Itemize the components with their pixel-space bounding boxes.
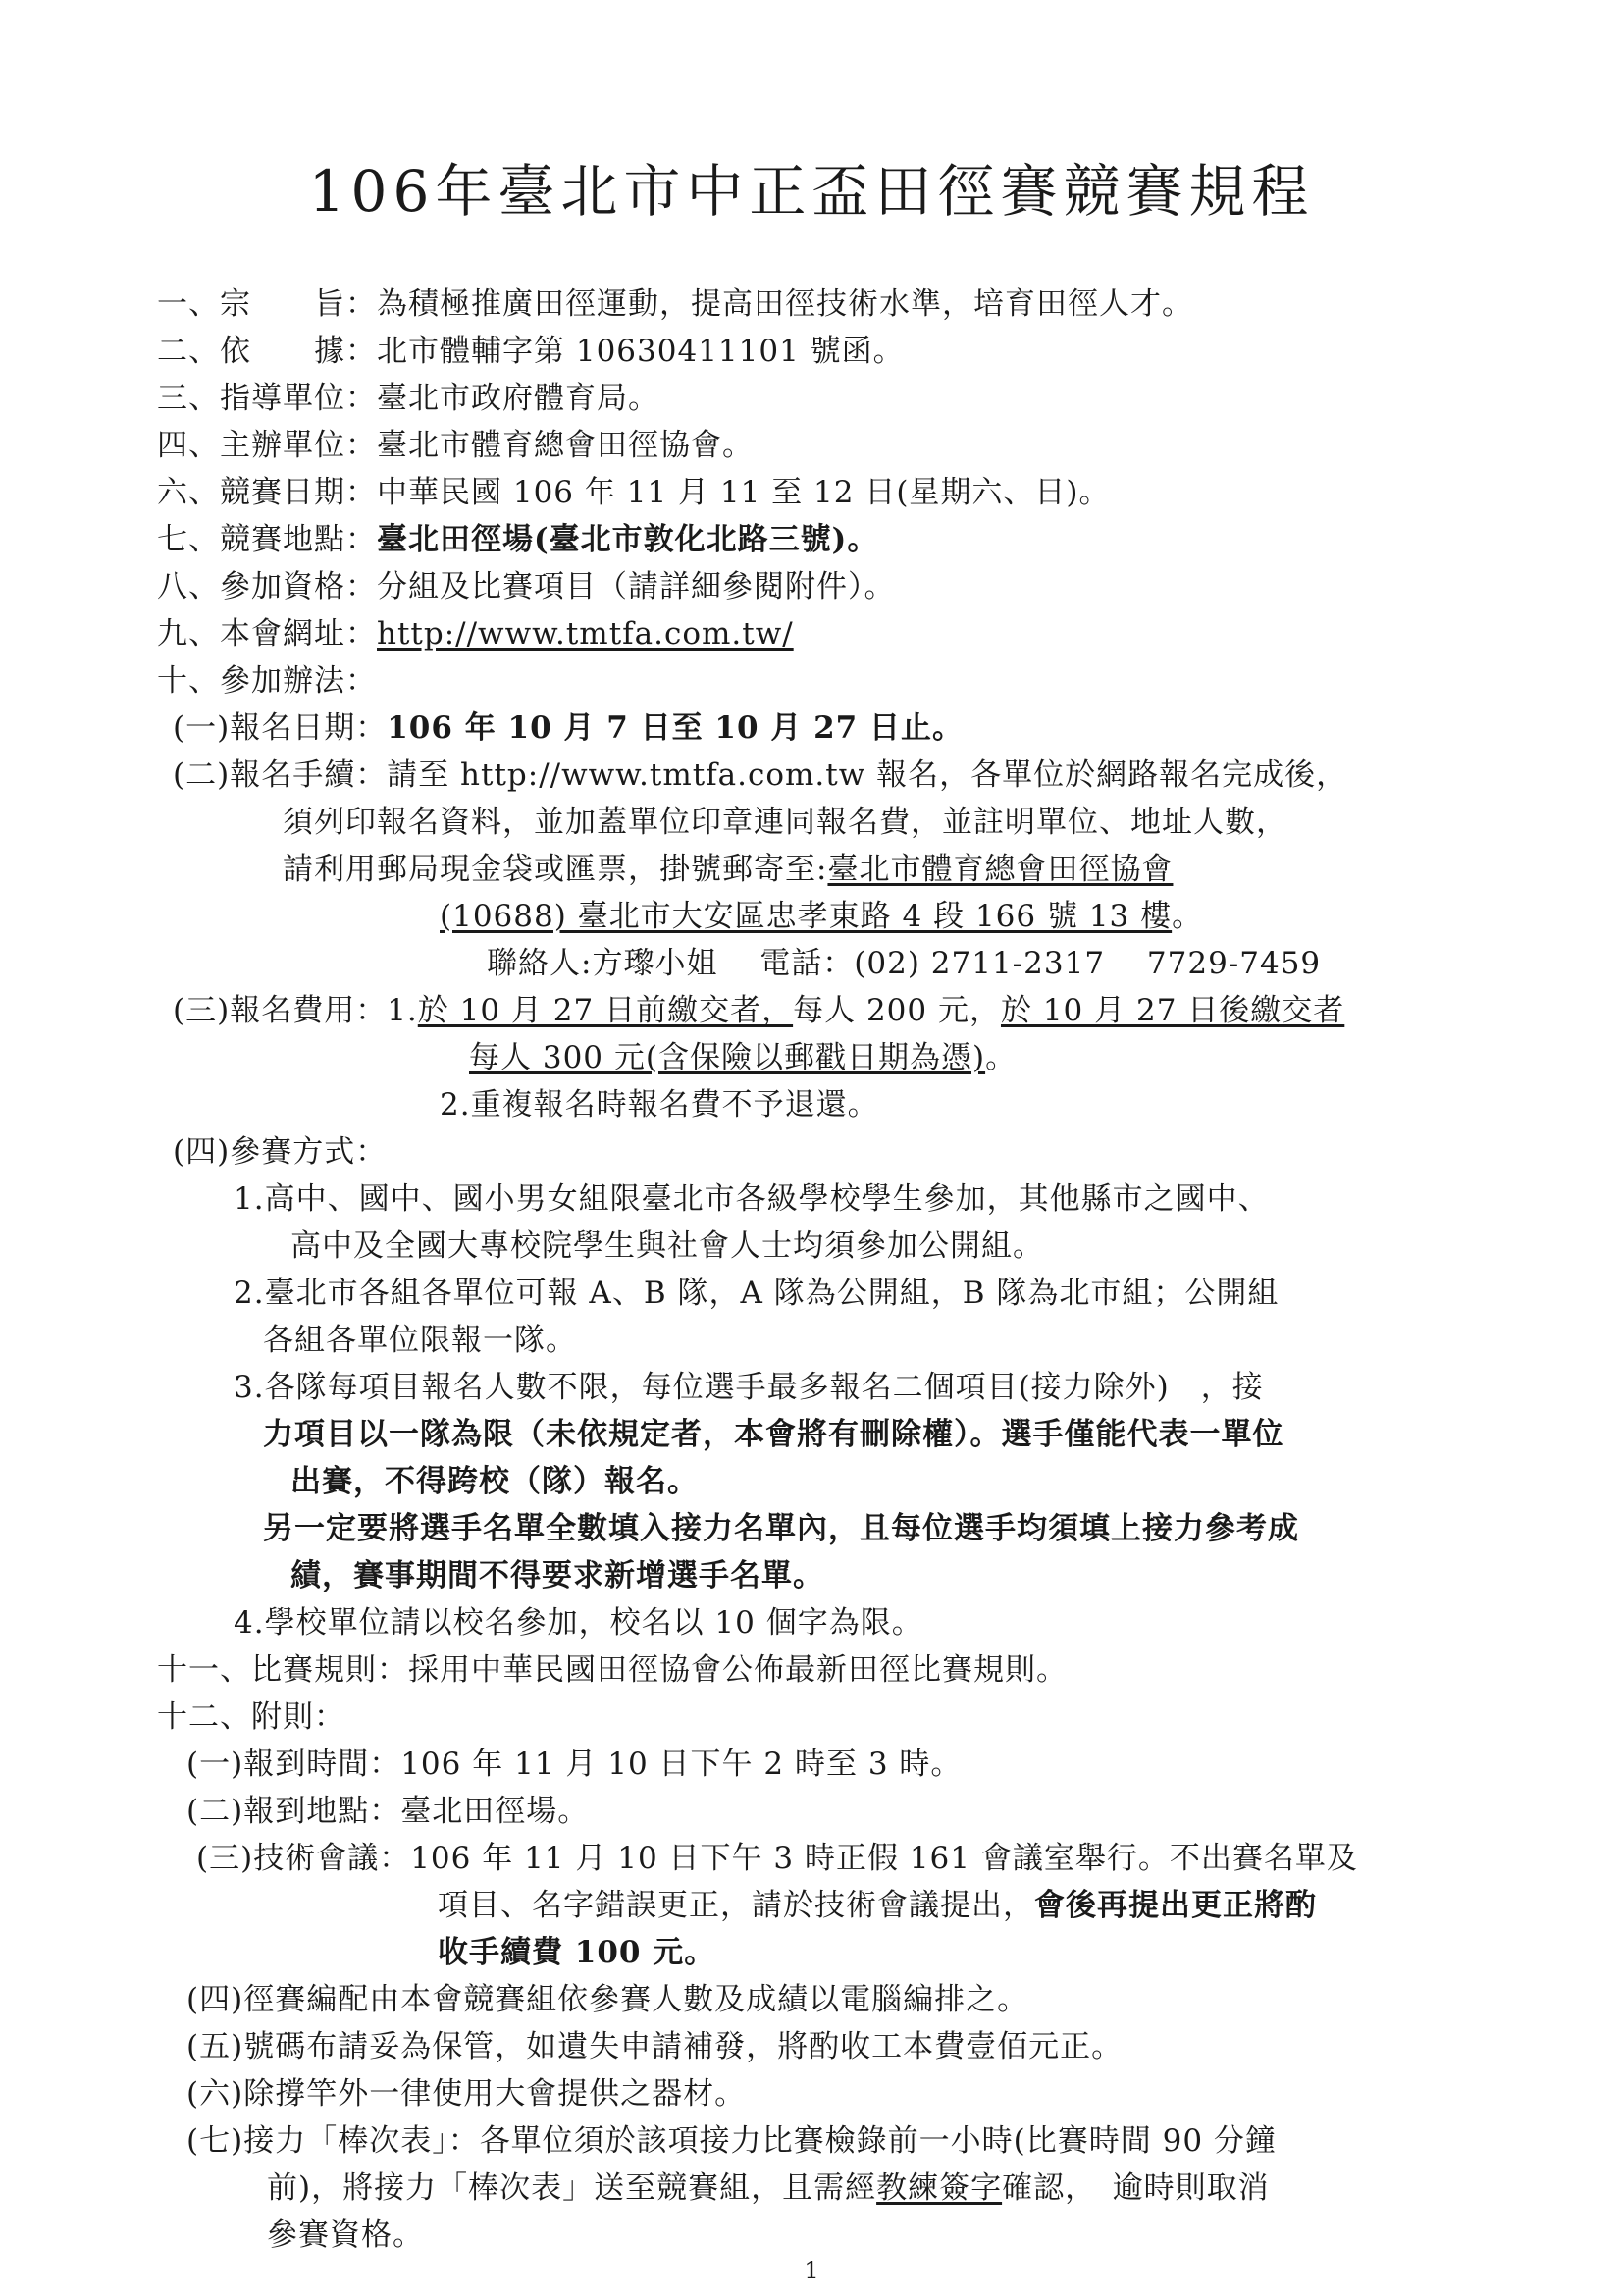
section-text: 採用中華民國田徑協會公佈最新田徑比賽規則。 <box>408 1652 1068 1688</box>
website-link[interactable]: http://www.tmtfa.com.tw/ <box>377 616 794 652</box>
registration-fee-refund: 2.重複報名時報名費不予退還。 <box>440 1087 879 1122</box>
participation-item: 出賽，不得跨校（隊）報名。 <box>290 1464 699 1499</box>
participation-item: 高中及全國大專校院學生與社會人士均須參加公開組。 <box>290 1228 1044 1264</box>
registration-address: (10688) 臺北市大安區忠孝東路 4 段 166 號 13 樓。 <box>440 899 1204 934</box>
section-label: 二、依 據： <box>157 334 377 369</box>
section-label: 六、競賽日期： <box>157 475 377 510</box>
section-date <box>157 473 1111 512</box>
section-label: 七、競賽地點： <box>157 522 377 557</box>
appendix-checkin-time: (一)報到時間：106 年 11 月 10 日下午 2 時至 3 時。 <box>186 1747 963 1782</box>
section-basis <box>157 332 905 371</box>
participation-item: 各組各單位限報一隊。 <box>263 1323 577 1358</box>
section-text: 分組及比賽項目（請詳細參閱附件）。 <box>377 569 896 604</box>
appendix-item: (六)除撐竿外一律使用大會提供之器材。 <box>186 2076 747 2112</box>
appendix-item: (五)號碼布請妥為保管，如遺失申請補發，將酌收工本費壹佰元正。 <box>186 2029 1124 2064</box>
page-number: 1 <box>804 2257 819 2284</box>
appendix-tech-meeting-line: 收手續費 100 元。 <box>438 1935 716 1970</box>
section-venue <box>157 520 878 559</box>
section-organizer <box>157 426 754 465</box>
section-text: 為積極推廣田徑運動，提高田徑技術水準，培育田徑人才。 <box>377 287 1193 322</box>
participation-item: 績，賽事期間不得要求新增選手名單。 <box>290 1558 824 1593</box>
document-title: 106年臺北市中正盃田徑賽競賽規程 <box>308 158 1315 225</box>
section-purpose <box>157 285 1193 324</box>
participation-item: 1.高中、國中、國小男女組限臺北市各級學校學生參加，其他縣市之國中、 <box>234 1181 1270 1217</box>
registration-procedure: (二)報名手續：請至 http://www.tmtfa.com.tw 報名，各單位於網路報名完成後， <box>173 757 1348 793</box>
section-method <box>157 661 377 701</box>
appendix-item: (四)徑賽編配由本會競賽組依參賽人數及成績以電腦編排之。 <box>186 1982 1029 2017</box>
registration-date: (一)報名日期：106 年 10 月 7 日至 10 月 27 日止。 <box>173 710 965 746</box>
section-label: 八、參加資格： <box>157 569 377 604</box>
appendix-relay-line: 前)，將接力「棒次表」送至競賽組，且需經教練簽字確認， 逾時則取消 <box>267 2170 1270 2206</box>
appendix-checkin-place: (二)報到地點：臺北田徑場。 <box>186 1794 590 1829</box>
registration-fee-line: 每人 300 元(含保險以郵戳日期為憑)。 <box>469 1040 1018 1075</box>
section-label: 十、參加辦法： <box>157 663 377 699</box>
participation-item: 3.各隊每項目報名人數不限，每位選手最多報名二個項目(接力除外) ，接 <box>234 1370 1264 1405</box>
participation-item: 另一定要將選手名單全數填入接力名單內，且每位選手均須填上接力參考成 <box>263 1511 1299 1546</box>
registration-procedure-line: 須列印報名資料，並加蓋單位印章連同報名費，並註明單位、地址人數， <box>283 805 1287 840</box>
section-text: 臺北市政府體育局。 <box>377 381 659 416</box>
section-text: 臺北田徑場(臺北市敦化北路三號)。 <box>377 522 879 557</box>
section-appendix: 十二、附則： <box>157 1699 345 1735</box>
section-website <box>157 614 794 653</box>
section-text: 臺北市體育總會田徑協會。 <box>377 428 754 463</box>
appendix-tech-meeting-line: 項目、名字錯誤更正，請於技術會議提出，會後再提出更正將酌 <box>438 1888 1317 1923</box>
section-text: 北市體輔字第 10630411101 號函。 <box>377 334 905 369</box>
registration-procedure-line: 請利用郵局現金袋或匯票，掛號郵寄至:臺北市體育總會田徑協會 <box>283 852 1174 887</box>
section-label: 三、指導單位： <box>157 381 377 416</box>
appendix-relay: (七)接力「棒次表」：各單位須於該項接力比賽檢錄前一小時(比賽時間 90 分鐘 <box>186 2123 1277 2159</box>
section-label: 一、宗 旨： <box>157 287 377 322</box>
participation-heading: (四)參賽方式： <box>173 1134 388 1170</box>
section-rules <box>157 1650 1068 1690</box>
participation-item: 2.臺北市各組各單位可報 A、B 隊，A 隊為公開組，B 隊為北市組；公開組 <box>234 1276 1280 1311</box>
section-eligibility <box>157 567 896 606</box>
section-label: 九、本會網址： <box>157 616 377 652</box>
section-supervisor <box>157 379 659 418</box>
appendix-tech-meeting: (三)技術會議：106 年 11 月 10 日下午 3 時正假 161 會議室舉行。不出賽名單及 <box>196 1841 1358 1876</box>
participation-item: 力項目以一隊為限（未依規定者，本會將有刪除權）。選手僅能代表一單位 <box>263 1417 1284 1452</box>
appendix-relay-line: 參賽資格。 <box>267 2218 424 2253</box>
section-text: 中華民國 106 年 11 月 11 至 12 日(星期六、日)。 <box>377 475 1111 510</box>
section-label: 四、主辦單位： <box>157 428 377 463</box>
participation-item: 4.學校單位請以校名參加，校名以 10 個字為限。 <box>234 1605 923 1641</box>
registration-fee: (三)報名費用：1.於 10 月 27 日前繳交者，每人 200 元，於 10 月 27 日後繳交者 <box>173 993 1345 1028</box>
section-label: 十一、比賽規則： <box>157 1652 408 1688</box>
registration-contact: 聯絡人:方瓈小姐 電話：(02) 2711-2317 7729-7459 <box>487 946 1322 981</box>
